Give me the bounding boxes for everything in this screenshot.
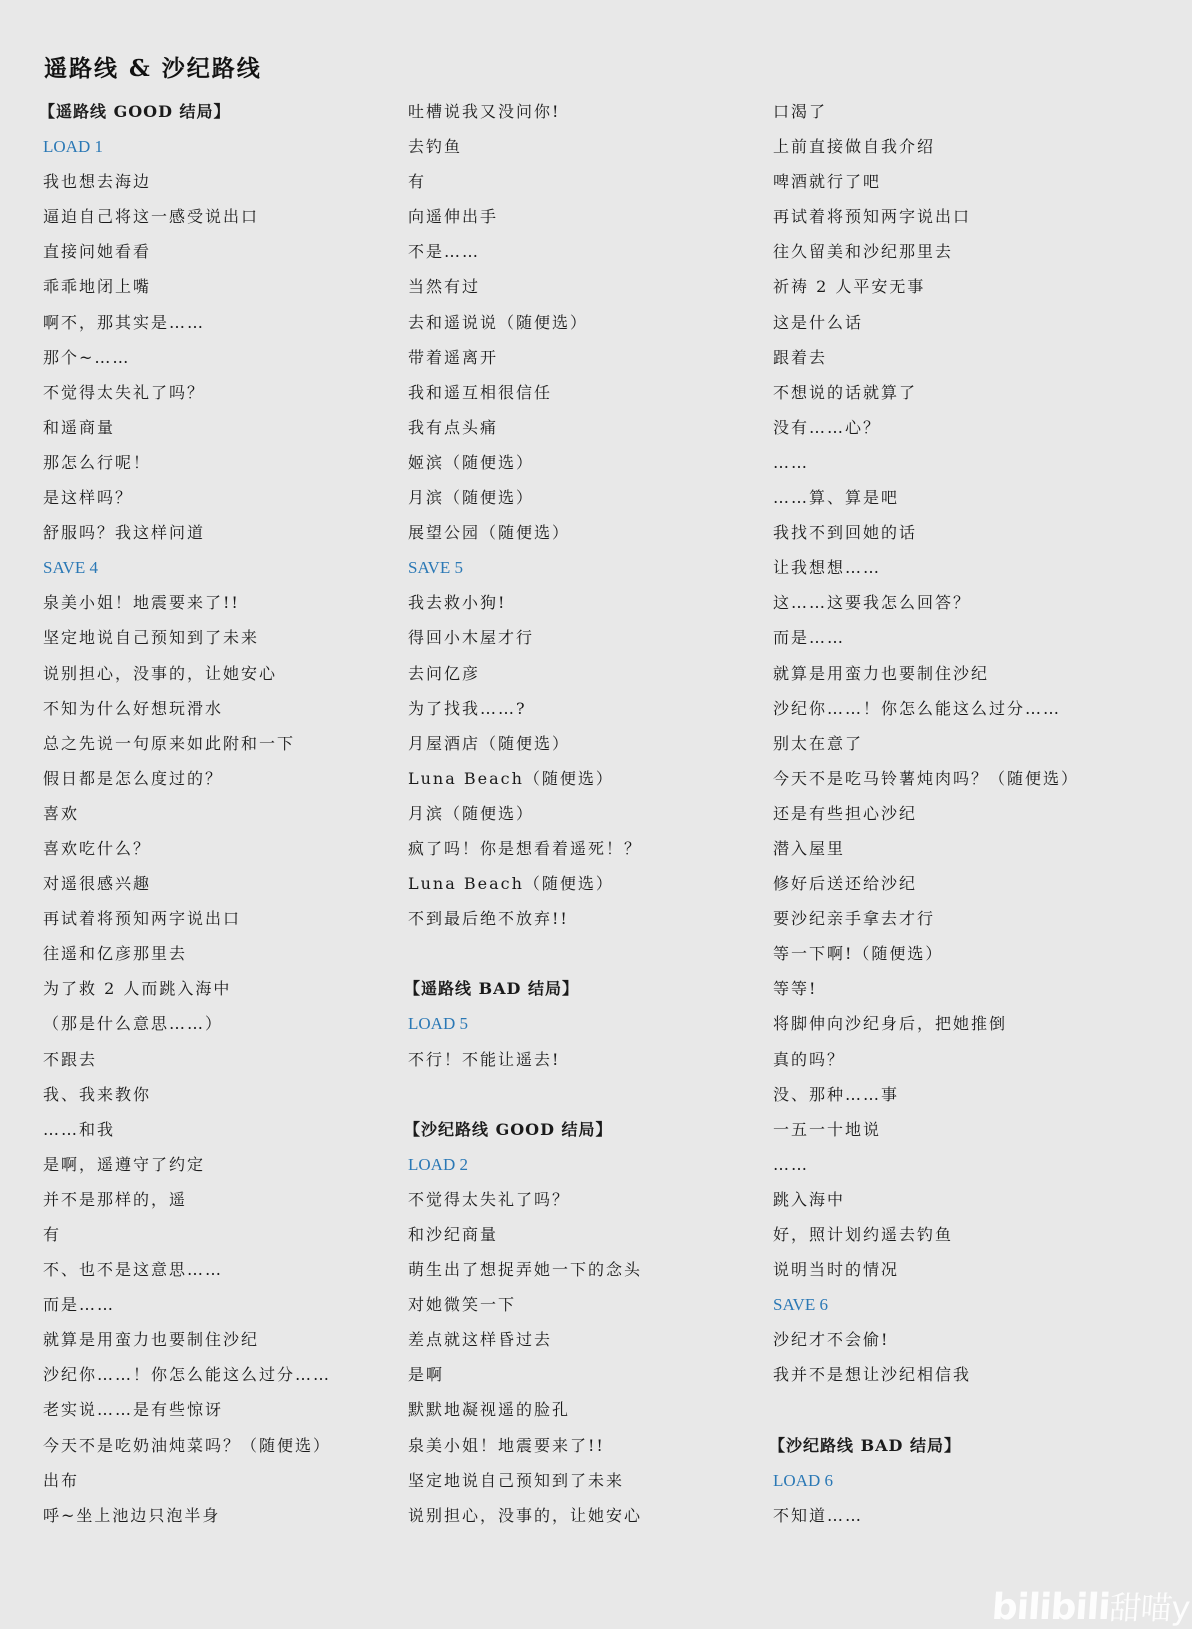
choice-item: 是啊，遥遵守了约定 <box>43 1154 206 1174</box>
choice-item: 疯了吗！你是想看着遥死！？ <box>408 838 643 858</box>
choice-item: 不、也不是这意思…… <box>43 1260 224 1280</box>
choice-item: 我去救小狗! <box>408 593 507 613</box>
choice-item: 将脚伸向沙纪身后，把她推倒 <box>773 1014 1008 1034</box>
choice-item: 而是…… <box>43 1295 116 1315</box>
choice-item: 喜欢 <box>43 803 80 823</box>
section-heading: 【遥路线 GOOD 结局】 <box>39 102 231 121</box>
choice-item: 出布 <box>43 1470 80 1490</box>
choice-item: 不跟去 <box>43 1049 98 1069</box>
choice-item: 不是…… <box>408 242 481 262</box>
choice-item: 为了救 2 人而跳入海中 <box>43 979 232 999</box>
choice-item: 我并不是想让沙纪相信我 <box>773 1365 972 1385</box>
choice-item: 我、我来教你 <box>43 1084 152 1104</box>
spacer <box>408 936 768 971</box>
choice-item: 月屋酒店（随便选） <box>408 733 571 753</box>
choice-item: 泉美小姐！地震要来了!! <box>43 593 240 613</box>
choice-item: 啊不，那其实是…… <box>43 312 206 332</box>
bilibili-watermark <box>991 1583 1192 1629</box>
choice-item: 坚定地说自己预知到了未来 <box>408 1470 625 1490</box>
choice-item: 老实说……是有些惊讶 <box>43 1400 224 1420</box>
choice-item: 说明当时的情况 <box>773 1260 900 1280</box>
choice-item: 乖乖地闭上嘴 <box>43 277 152 297</box>
choice-item: 说别担心，没事的，让她安心 <box>43 663 278 683</box>
section-heading: 【沙纪路线 GOOD 结局】 <box>404 1119 613 1139</box>
choice-item: 对遥很感兴趣 <box>43 874 152 894</box>
choice-item: 为了找我……? <box>408 698 527 718</box>
choice-item: 就算是用蛮力也要制住沙纪 <box>43 1330 260 1350</box>
choice-item: 今天不是吃奶油炖菜吗？（随便选） <box>43 1435 332 1455</box>
choice-item: 那个~…… <box>43 347 131 367</box>
choice-item: 向遥伸出手 <box>408 207 499 227</box>
choice-item: …… <box>773 1154 809 1174</box>
choice-item: …… <box>773 452 809 472</box>
choice-item: 舒服吗？我这样问道 <box>43 523 206 543</box>
choice-item: 我有点头痛 <box>408 417 499 437</box>
section-heading: 【遥路线 BAD 结局】 <box>404 979 579 999</box>
choice-item: 月滨（随便选） <box>408 488 535 508</box>
choice-item: 和沙纪商量 <box>408 1225 499 1244</box>
choice-item: 月滨（随便选） <box>408 803 535 823</box>
choice-item: 当然有过 <box>408 277 481 297</box>
choice-item: 不知为什么好想玩滑水 <box>43 698 224 718</box>
choice-item: 差点就这样昏过去 <box>408 1330 553 1350</box>
choice-item: 并不是那样的，遥 <box>43 1189 188 1209</box>
choice-item: 那怎么行呢！ <box>43 452 152 472</box>
choice-item: 姬滨（随便选） <box>408 452 535 472</box>
choice-item: 上前直接做自我介绍 <box>773 137 936 157</box>
choice-item: 说别担心，没事的，让她安心 <box>408 1505 643 1525</box>
choice-item: 真的吗？ <box>773 1049 846 1069</box>
section-heading: 【沙纪路线 BAD 结局】 <box>769 1435 961 1455</box>
choice-item: 要沙纪亲手拿去才行 <box>773 909 936 929</box>
choice-item: 我也想去海边 <box>43 172 152 192</box>
choice-item: 修好后送还给沙纪 <box>773 874 918 894</box>
choice-item: 这……这要我怎么回答？ <box>773 593 972 613</box>
choice-item: 我和遥互相很信任 <box>408 382 553 402</box>
choice-item: 啤酒就行了吧 <box>773 172 882 192</box>
choice-item: 带着遥离开 <box>408 347 499 367</box>
choice-item: 我找不到回她的话 <box>773 523 918 543</box>
spacer <box>408 1077 768 1112</box>
choice-item: 别太在意了 <box>773 733 864 753</box>
choice-item: 没有……心？ <box>773 417 882 437</box>
choice-item: 去和遥说说（随便选） <box>408 312 589 332</box>
choice-item: 有 <box>43 1225 62 1244</box>
choice-item: 等等! <box>773 979 818 999</box>
column-2 <box>404 94 768 1533</box>
save-load-marker: SAVE 5 <box>408 558 463 578</box>
choice-item: 喜欢吃什么？ <box>43 838 152 858</box>
choice-item: 就算是用蛮力也要制住沙纪 <box>773 663 990 683</box>
choice-item: 和遥商量 <box>43 417 116 437</box>
choice-item: 这是什么话 <box>773 312 864 332</box>
choice-item: 再试着将预知两字说出口 <box>773 207 972 227</box>
choice-item: 不知道…… <box>773 1505 864 1525</box>
watermark-author: 甜喵y <box>1108 1589 1192 1627</box>
choice-item: 萌生出了想捉弄她一下的念头 <box>408 1260 643 1280</box>
choice-item: 而是…… <box>773 628 846 648</box>
choice-item: Luna Beach（随便选） <box>408 874 614 894</box>
column-3 <box>769 94 1173 1533</box>
spacer <box>773 1392 1173 1427</box>
choice-item: 得回小木屋才行 <box>408 628 535 648</box>
choice-item: 让我想想…… <box>773 558 882 578</box>
choice-item: 不到最后绝不放弃!! <box>408 909 569 929</box>
choice-item: 不想说的话就算了 <box>773 382 918 402</box>
choice-item: 呼~坐上池边只泡半身 <box>43 1505 221 1525</box>
choice-item: 默默地凝视遥的脸孔 <box>408 1400 571 1420</box>
save-load-marker: LOAD 1 <box>43 137 103 157</box>
column-1 <box>39 94 403 1533</box>
choice-item: 泉美小姐！地震要来了!! <box>408 1435 605 1455</box>
save-load-marker: LOAD 2 <box>408 1154 468 1174</box>
choice-item: Luna Beach（随便选） <box>408 768 614 788</box>
choice-item: 今天不是吃马铃薯炖肉吗？（随便选） <box>773 768 1080 788</box>
page-title: 遥路线 & 沙纪路线 <box>44 55 262 82</box>
save-load-marker: SAVE 4 <box>43 558 98 578</box>
choice-item: 坚定地说自己预知到了未来 <box>43 628 260 648</box>
choice-item: 一五一十地说 <box>773 1119 882 1139</box>
choice-item: 有 <box>408 172 427 192</box>
choice-item: 好，照计划约遥去钓鱼 <box>773 1225 954 1244</box>
choice-item: 跳入海中 <box>773 1189 846 1209</box>
choice-item: 祈祷 2 人平安无事 <box>773 277 926 297</box>
choice-item: ……和我 <box>43 1119 116 1139</box>
choice-item: 潜入屋里 <box>773 838 846 858</box>
choice-item: 是啊 <box>408 1365 445 1385</box>
choice-item: 不觉得太失礼了吗？ <box>43 382 206 402</box>
save-load-marker: LOAD 5 <box>408 1014 468 1034</box>
choice-item: （那是什么意思……） <box>43 1014 224 1034</box>
choice-item: 去问亿彦 <box>408 663 481 683</box>
choice-item: 去钓鱼 <box>408 137 463 157</box>
choice-item: 逼迫自己将这一感受说出口 <box>43 207 260 227</box>
choice-item: 展望公园（随便选） <box>408 523 571 543</box>
choice-item: 沙纪才不会偷! <box>773 1330 890 1350</box>
save-load-marker: LOAD 6 <box>773 1470 833 1490</box>
choice-item: 直接问她看看 <box>43 242 152 262</box>
choice-item: 往遥和亿彦那里去 <box>43 944 188 964</box>
choice-item: 对她微笑一下 <box>408 1295 517 1315</box>
choice-item: 等一下啊!（随便选） <box>773 944 944 964</box>
choice-item: 是这样吗？ <box>43 488 134 508</box>
choice-item: 吐槽说我又没问你! <box>408 102 561 121</box>
choice-item: 总之先说一句原来如此附和一下 <box>43 733 296 753</box>
choice-item: 口渴了 <box>773 102 828 121</box>
choice-item: 沙纪你……！你怎么能这么过分…… <box>773 698 1062 718</box>
watermark-brand: bilibili <box>990 1587 1112 1628</box>
choice-item: 不觉得太失礼了吗？ <box>408 1189 571 1209</box>
choice-item: ……算、算是吧 <box>773 488 900 508</box>
choice-item: 跟着去 <box>773 347 828 367</box>
choice-item: 再试着将预知两字说出口 <box>43 909 242 929</box>
choice-item: 沙纪你……！你怎么能这么过分…… <box>43 1365 332 1385</box>
choice-item: 往久留美和沙纪那里去 <box>773 242 954 262</box>
choice-item: 假日都是怎么度过的？ <box>43 768 224 788</box>
choice-item: 没、那种……事 <box>773 1084 900 1104</box>
save-load-marker: SAVE 6 <box>773 1295 828 1315</box>
choice-item: 不行！不能让遥去! <box>408 1049 561 1069</box>
choice-item: 还是有些担心沙纪 <box>773 803 918 823</box>
